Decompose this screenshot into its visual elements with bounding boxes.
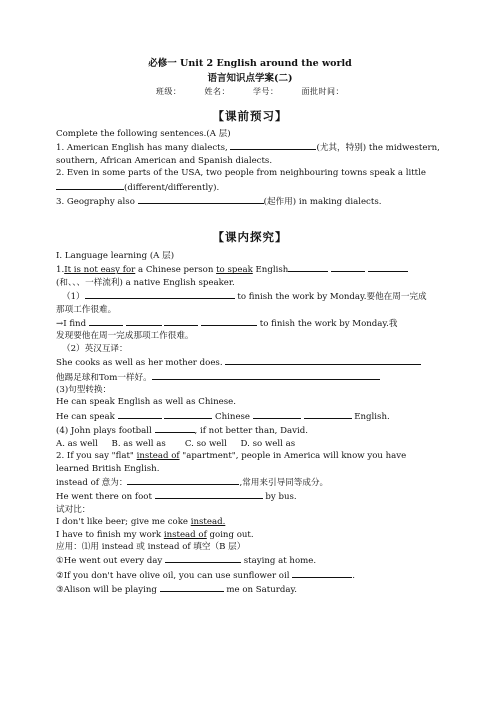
answer-blank[interactable] bbox=[155, 489, 263, 499]
answer-blank[interactable] bbox=[160, 582, 224, 592]
worksheet-title: 必修一 Unit 2 English around the world bbox=[148, 58, 352, 69]
answer-blank[interactable] bbox=[368, 262, 408, 272]
part-title: I. Language learning (A 层) bbox=[56, 251, 175, 261]
item-2-line-2: learned British English. bbox=[56, 463, 160, 474]
answer-blank[interactable] bbox=[253, 409, 301, 419]
item-2-meaning: instead of 意为： ,常用来引导同等成分。 bbox=[56, 475, 450, 489]
item-1-sub-2-en: She cooks as well as her mother does. bbox=[56, 355, 450, 369]
answer-blank[interactable] bbox=[56, 180, 124, 190]
worksheet-subtitle: 语言知识点学案(二) bbox=[207, 73, 293, 84]
preview-item-1: 1. American English has many dialects, (尤其，特别) the midwestern, southern, African American and Spanish dialects. bbox=[56, 140, 450, 167]
item-2-apply-1: ①He went out every day staying at home. bbox=[56, 553, 450, 567]
answer-blank[interactable] bbox=[331, 262, 365, 272]
item-1-sub-2-label: （2）英汉互译： bbox=[62, 343, 128, 354]
class-label: 班级： bbox=[155, 87, 182, 96]
student-info-row bbox=[0, 86, 500, 97]
answer-blank[interactable] bbox=[152, 370, 380, 380]
item-2-compare-label: 试对比： bbox=[56, 504, 91, 515]
answer-blank[interactable] bbox=[201, 316, 257, 326]
answer-blank[interactable] bbox=[164, 409, 212, 419]
item-1-sub-1-line-2: 那项工作很难。 bbox=[56, 304, 117, 315]
item-1-sub-1b-line-2: 发现要他在周一完成那项工作很难。 bbox=[56, 331, 194, 342]
answer-blank[interactable] bbox=[126, 316, 162, 326]
answer-blank[interactable] bbox=[225, 355, 421, 365]
item-1-sub-4-options: A. as well B. as well as C. so well D. so well as bbox=[56, 438, 296, 449]
item-1-sub-2-zh: 他踢足球和Tom一样好。 bbox=[56, 370, 450, 384]
time-label: 面批时间： bbox=[301, 87, 345, 96]
preview-section bbox=[56, 128, 450, 208]
answer-blank[interactable] bbox=[292, 568, 352, 578]
answer-blank[interactable] bbox=[230, 140, 316, 150]
item-1-sub-3-label: (3)句型转换： bbox=[56, 385, 112, 396]
answer-blank[interactable] bbox=[164, 316, 198, 326]
item-1-sub-3-b: He can speak Chinese English. bbox=[56, 409, 450, 423]
item-2-compare-1: I don't like beer; give me coke instead. bbox=[56, 517, 226, 528]
preview-instruction: Complete the following sentences.(A 层) bbox=[56, 129, 231, 139]
answer-blank[interactable] bbox=[155, 423, 195, 433]
explore-heading: 【课内探究】 bbox=[212, 230, 288, 244]
item-1-sub-1b: →I find to finish the work by Monday.我 bbox=[56, 316, 450, 330]
answer-blank[interactable] bbox=[118, 409, 162, 419]
answer-blank[interactable] bbox=[165, 553, 241, 563]
item-2-apply-2: ②If you don't have olive oil, you can use sunflower oil . bbox=[56, 568, 450, 582]
answer-blank[interactable] bbox=[138, 194, 264, 204]
item-2-compare-2: I have to finish my work instead of going out. bbox=[56, 529, 254, 540]
answer-blank[interactable] bbox=[127, 475, 239, 485]
name-label: 姓名： bbox=[204, 87, 230, 96]
answer-blank[interactable] bbox=[85, 289, 235, 299]
item-1-sub-4: (4) John plays football , if not better than, David. bbox=[56, 423, 450, 437]
answer-blank[interactable] bbox=[89, 316, 123, 326]
id-label: 学号： bbox=[253, 87, 279, 96]
preview-item-2: 2. Even in some parts of the USA, two people from neighbouring towns speak a little (different/differently). bbox=[56, 168, 426, 193]
preview-item-3: 3. Geography also (起作用) in making dialects. bbox=[56, 194, 450, 208]
answer-blank[interactable] bbox=[304, 409, 352, 419]
item-1-line-2: (和、、、一样流利) a native English speaker. bbox=[56, 277, 235, 288]
item-2-example: He went there on foot by bus. bbox=[56, 489, 450, 503]
item-2-apply-label: 应用：⑴用 instead 或 instead of 填空（B 层） bbox=[56, 541, 246, 552]
item-2-apply-3: ③Alison will be playing me on Saturday. bbox=[56, 582, 450, 596]
preview-heading: 【课前预习】 bbox=[212, 109, 288, 123]
item-1-line: 1.It is not easy for a Chinese person to speak English bbox=[56, 262, 450, 276]
item-2-line-1: 2. If you say "flat" instead of "apartment", people in America will know you have bbox=[56, 451, 407, 462]
item-1-sub-1: （1） to finish the work by Monday.要他在周一完成 bbox=[56, 289, 450, 303]
answer-blank[interactable] bbox=[288, 262, 328, 272]
item-1-sub-3-a: He can speak English as well as Chinese. bbox=[56, 397, 236, 408]
explore-section bbox=[56, 250, 450, 597]
